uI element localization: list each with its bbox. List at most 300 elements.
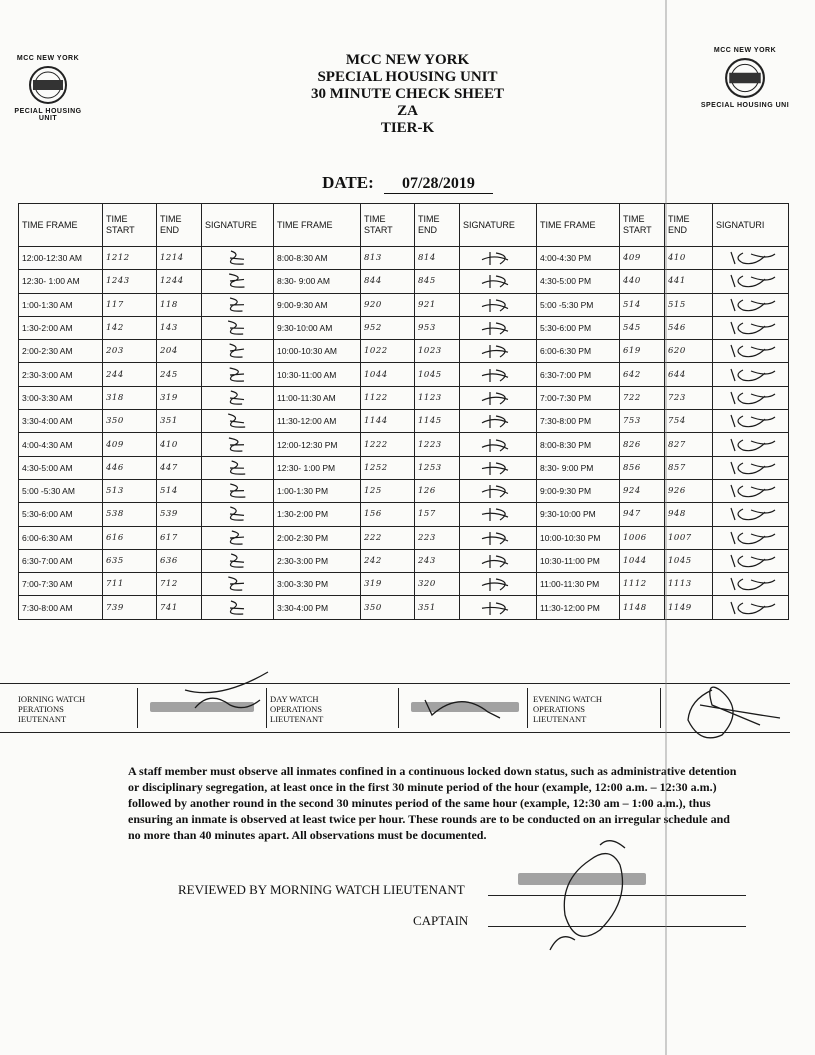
signature-cell — [202, 293, 274, 316]
time-start-cell: 952 — [361, 316, 415, 339]
handwritten-signature — [208, 365, 268, 385]
time-start-cell: 1148 — [620, 596, 665, 619]
time-start-cell: 1144 — [361, 410, 415, 433]
header-line-3: 30 MINUTE CHECK SHEET — [311, 86, 504, 102]
time-end-cell: 827 — [665, 433, 713, 456]
time-start-cell: 1044 — [361, 363, 415, 386]
handwritten-signature — [721, 528, 781, 548]
handwritten-signature — [721, 504, 781, 524]
signature-cell — [713, 293, 789, 316]
time-frame-cell: 6:30-7:00 AM — [19, 549, 103, 572]
signature-cell — [460, 386, 537, 409]
time-end-cell: 1149 — [665, 596, 713, 619]
evening-watch-label — [533, 694, 602, 724]
signature-cell — [713, 433, 789, 456]
log-row — [19, 503, 789, 526]
time-end-cell: 953 — [415, 316, 460, 339]
handwritten-signature — [208, 388, 268, 408]
signature-cell — [713, 479, 789, 502]
log-row — [19, 386, 789, 409]
time-start-cell: 947 — [620, 503, 665, 526]
column-header: TIME FRAME — [537, 204, 620, 247]
time-start-cell: 844 — [361, 270, 415, 293]
column-header: TIME START — [103, 204, 157, 247]
signature-cell — [460, 316, 537, 339]
time-end-cell: 1023 — [415, 340, 460, 363]
signature-cell — [202, 270, 274, 293]
signature-cell — [202, 573, 274, 596]
time-end-cell: 1223 — [415, 433, 460, 456]
time-start-cell: 409 — [620, 247, 665, 270]
time-frame-cell: 4:30-5:00 PM — [537, 270, 620, 293]
handwritten-signature — [208, 574, 268, 594]
redaction-bar — [518, 873, 646, 885]
time-start-cell: 1112 — [620, 573, 665, 596]
time-frame-cell: 8:30- 9:00 AM — [274, 270, 361, 293]
time-frame-cell: 1:00-1:30 PM — [274, 479, 361, 502]
check-log-table — [18, 203, 789, 620]
log-row — [19, 410, 789, 433]
time-end-cell: 1045 — [415, 363, 460, 386]
time-start-cell: 753 — [620, 410, 665, 433]
time-start-cell: 350 — [361, 596, 415, 619]
signature-cell — [713, 549, 789, 572]
time-end-cell: 410 — [157, 433, 202, 456]
handwritten-signature — [468, 248, 528, 268]
time-frame-cell: 12:30- 1:00 AM — [19, 270, 103, 293]
date-line — [0, 173, 815, 194]
log-row — [19, 293, 789, 316]
time-frame-cell: 10:00-10:30 AM — [274, 340, 361, 363]
time-frame-cell: 12:30- 1:00 PM — [274, 456, 361, 479]
log-row — [19, 479, 789, 502]
time-frame-cell: 8:00-8:30 PM — [537, 433, 620, 456]
signature-cell — [713, 247, 789, 270]
evening-watch-signature-box — [660, 688, 789, 728]
time-end-cell: 351 — [415, 596, 460, 619]
handwritten-signature — [208, 411, 268, 431]
time-start-cell: 318 — [103, 386, 157, 409]
handwritten-signature — [468, 504, 528, 524]
time-start-cell: 117 — [103, 293, 157, 316]
signature-cell — [460, 503, 537, 526]
time-end-cell: 754 — [665, 410, 713, 433]
time-start-cell: 920 — [361, 293, 415, 316]
handwritten-signature — [721, 411, 781, 431]
time-frame-cell: 5:30-6:00 AM — [19, 503, 103, 526]
time-end-cell: 712 — [157, 573, 202, 596]
time-start-cell: 711 — [103, 573, 157, 596]
time-frame-cell: 4:00-4:30 AM — [19, 433, 103, 456]
time-frame-cell: 12:00-12:30 AM — [19, 247, 103, 270]
signature-cell — [460, 456, 537, 479]
time-start-cell: 924 — [620, 479, 665, 502]
signature-cell — [460, 247, 537, 270]
time-frame-cell: 11:00-11:30 PM — [537, 573, 620, 596]
time-start-cell: 813 — [361, 247, 415, 270]
observation-notice: A staff member must observe all inmates confined in a continuous locked down status, such as administrative detention or disciplinary segregation, at least once in the first 30 minute period of the hour (example, 12:00 a.m. – 12:30 a.m.) followed by another round in the second 30 minutes period of the same hour (example, 12:30 am – 1:00 a.m.), thus ensuring an inmate is observed at least twice per hour. These rounds are to be conducted on an irregular schedule and no more than 40 minutes apart. All observations must be documented. — [128, 764, 737, 842]
column-header: TIME START — [361, 204, 415, 247]
time-end-cell: 1145 — [415, 410, 460, 433]
time-end-cell: 515 — [665, 293, 713, 316]
time-start-cell: 203 — [103, 340, 157, 363]
watch-label-line: LIEUTENANT — [270, 714, 324, 724]
time-start-cell: 1252 — [361, 456, 415, 479]
handwritten-signature — [468, 365, 528, 385]
handwritten-signature — [721, 341, 781, 361]
time-end-cell: 1244 — [157, 270, 202, 293]
logo-bottom-text: PECIAL HOUSING UNIT — [14, 108, 82, 122]
log-row — [19, 549, 789, 572]
handwritten-signature — [468, 341, 528, 361]
handwritten-signature — [721, 574, 781, 594]
time-frame-cell: 10:30-11:00 AM — [274, 363, 361, 386]
signature-cell — [460, 479, 537, 502]
handwritten-signature — [208, 528, 268, 548]
log-row — [19, 340, 789, 363]
handwritten-signature — [721, 458, 781, 478]
time-frame-cell: 11:00-11:30 AM — [274, 386, 361, 409]
time-frame-cell: 9:30-10:00 AM — [274, 316, 361, 339]
time-start-cell: 319 — [361, 573, 415, 596]
log-row — [19, 316, 789, 339]
time-end-cell: 1045 — [665, 549, 713, 572]
handwritten-signature — [721, 598, 781, 618]
time-end-cell: 1214 — [157, 247, 202, 270]
time-frame-cell: 5:30-6:00 PM — [537, 316, 620, 339]
watch-label-line: IEUTENANT — [18, 714, 67, 724]
time-frame-cell: 3:30-4:00 AM — [19, 410, 103, 433]
time-frame-cell: 1:00-1:30 AM — [19, 293, 103, 316]
watch-label-line: EVENING WATCH — [533, 694, 603, 704]
time-frame-cell: 2:00-2:30 PM — [274, 526, 361, 549]
signature-cell — [460, 410, 537, 433]
handwritten-signature — [721, 318, 781, 338]
signature-cell — [460, 433, 537, 456]
signature-cell — [202, 386, 274, 409]
time-end-cell: 723 — [665, 386, 713, 409]
day-watch-signature-box — [398, 688, 528, 728]
time-start-cell: 1122 — [361, 386, 415, 409]
handwritten-signature — [208, 504, 268, 524]
redaction-bar — [411, 702, 519, 712]
captain-signature-line — [488, 926, 746, 927]
time-start-cell: 446 — [103, 456, 157, 479]
time-end-cell: 126 — [415, 479, 460, 502]
signature-cell — [202, 456, 274, 479]
handwritten-signature — [208, 248, 268, 268]
time-frame-cell: 6:00-6:30 PM — [537, 340, 620, 363]
time-start-cell: 642 — [620, 363, 665, 386]
time-frame-cell: 10:00-10:30 PM — [537, 526, 620, 549]
handwritten-signature — [208, 318, 268, 338]
logo-bottom-text: SPECIAL HOUSING UNI — [700, 102, 790, 109]
time-frame-cell: 2:00-2:30 AM — [19, 340, 103, 363]
time-frame-cell: 5:00 -5:30 AM — [19, 479, 103, 502]
handwritten-signature — [721, 388, 781, 408]
morning-watch-signature-box — [137, 688, 267, 728]
time-end-cell: 243 — [415, 549, 460, 572]
handwritten-signature — [208, 598, 268, 618]
handwritten-signature — [468, 271, 528, 291]
handwritten-signature — [468, 574, 528, 594]
time-start-cell: 244 — [103, 363, 157, 386]
morning-watch-label — [18, 694, 85, 724]
time-start-cell: 440 — [620, 270, 665, 293]
handwritten-signature — [468, 528, 528, 548]
signature-cell — [202, 596, 274, 619]
time-start-cell: 125 — [361, 479, 415, 502]
time-start-cell: 222 — [361, 526, 415, 549]
time-end-cell: 410 — [665, 247, 713, 270]
handwritten-signature — [468, 551, 528, 571]
signature-cell — [460, 596, 537, 619]
time-frame-cell: 8:30- 9:00 PM — [537, 456, 620, 479]
signature-cell — [460, 573, 537, 596]
log-row — [19, 526, 789, 549]
time-end-cell: 204 — [157, 340, 202, 363]
signature-cell — [713, 316, 789, 339]
handwritten-signature — [721, 271, 781, 291]
column-header: TIME FRAME — [19, 204, 103, 247]
time-end-cell: 926 — [665, 479, 713, 502]
handwritten-signature — [468, 481, 528, 501]
time-frame-cell: 7:30-8:00 PM — [537, 410, 620, 433]
column-header: TIME START — [620, 204, 665, 247]
column-header: TIME END — [415, 204, 460, 247]
column-header: SIGNATURI — [713, 204, 789, 247]
time-end-cell: 1007 — [665, 526, 713, 549]
time-frame-cell: 1:30-2:00 PM — [274, 503, 361, 526]
column-header: SIGNATURE — [460, 204, 537, 247]
time-start-cell: 1243 — [103, 270, 157, 293]
time-frame-cell: 1:30-2:00 AM — [19, 316, 103, 339]
signature-cell — [202, 340, 274, 363]
signature-cell — [713, 410, 789, 433]
captain-label: CAPTAIN — [413, 913, 469, 928]
signature-cell — [460, 526, 537, 549]
handwritten-signature — [468, 435, 528, 455]
signature-cell — [713, 503, 789, 526]
time-end-cell: 514 — [157, 479, 202, 502]
time-start-cell: 514 — [620, 293, 665, 316]
handwritten-signature — [468, 318, 528, 338]
log-row — [19, 596, 789, 619]
handwritten-signature — [721, 295, 781, 315]
redaction-bar — [150, 702, 254, 712]
time-frame-cell: 4:00-4:30 PM — [537, 247, 620, 270]
time-frame-cell: 2:30-3:00 AM — [19, 363, 103, 386]
log-row — [19, 363, 789, 386]
log-rows — [19, 247, 789, 620]
time-end-cell: 351 — [157, 410, 202, 433]
reviewed-signature-line — [488, 895, 746, 896]
signature-cell — [460, 340, 537, 363]
time-end-cell: 441 — [665, 270, 713, 293]
signature-cell — [202, 503, 274, 526]
watch-label-line: LIEUTENANT — [533, 714, 587, 724]
time-frame-cell: 3:00-3:30 PM — [274, 573, 361, 596]
time-end-cell: 143 — [157, 316, 202, 339]
time-start-cell: 1022 — [361, 340, 415, 363]
log-row — [19, 270, 789, 293]
time-frame-cell: 6:30-7:00 PM — [537, 363, 620, 386]
handwritten-signature — [208, 458, 268, 478]
signature-cell — [713, 386, 789, 409]
signature-cell — [460, 549, 537, 572]
time-frame-cell: 8:00-8:30 AM — [274, 247, 361, 270]
time-start-cell: 1044 — [620, 549, 665, 572]
watch-lieutenant-row — [0, 683, 790, 733]
signature-cell — [202, 433, 274, 456]
header-line-2: SPECIAL HOUSING UNIT — [317, 69, 498, 85]
handwritten-signature — [721, 365, 781, 385]
time-start-cell: 616 — [103, 526, 157, 549]
log-row — [19, 573, 789, 596]
time-frame-cell: 7:30-8:00 AM — [19, 596, 103, 619]
time-end-cell: 539 — [157, 503, 202, 526]
reviewed-label: REVIEWED BY MORNING WATCH LIEUTENANT — [178, 882, 465, 897]
watch-label-line: PERATIONS — [18, 704, 64, 714]
time-frame-cell: 2:30-3:00 PM — [274, 549, 361, 572]
handwritten-signature — [208, 271, 268, 291]
column-header: SIGNATURE — [202, 204, 274, 247]
time-start-cell: 242 — [361, 549, 415, 572]
signature-cell — [713, 526, 789, 549]
signature-cell — [202, 479, 274, 502]
time-start-cell: 619 — [620, 340, 665, 363]
time-frame-cell: 4:30-5:00 AM — [19, 456, 103, 479]
time-frame-cell: 11:30-12:00 AM — [274, 410, 361, 433]
time-end-cell: 617 — [157, 526, 202, 549]
handwritten-signature — [721, 551, 781, 571]
time-frame-cell: 3:30-4:00 PM — [274, 596, 361, 619]
signature-cell — [713, 340, 789, 363]
signature-cell — [460, 293, 537, 316]
time-frame-cell: 7:00-7:30 AM — [19, 573, 103, 596]
logo-top-text: MCC NEW YORK — [713, 47, 777, 54]
watch-label-line: IORNING WATCH — [18, 694, 86, 704]
time-end-cell: 546 — [665, 316, 713, 339]
time-start-cell: 1212 — [103, 247, 157, 270]
time-end-cell: 814 — [415, 247, 460, 270]
time-frame-cell: 5:00 -5:30 PM — [537, 293, 620, 316]
handwritten-signature — [721, 248, 781, 268]
column-header: TIME END — [157, 204, 202, 247]
time-start-cell: 409 — [103, 433, 157, 456]
signature-cell — [202, 247, 274, 270]
handwritten-signature — [721, 435, 781, 455]
time-end-cell: 118 — [157, 293, 202, 316]
watch-label-line: DAY WATCH — [270, 694, 319, 704]
time-end-cell: 319 — [157, 386, 202, 409]
time-end-cell: 1123 — [415, 386, 460, 409]
time-start-cell: 538 — [103, 503, 157, 526]
time-end-cell: 857 — [665, 456, 713, 479]
log-row — [19, 433, 789, 456]
signature-cell — [460, 270, 537, 293]
time-end-cell: 921 — [415, 293, 460, 316]
time-start-cell: 722 — [620, 386, 665, 409]
time-frame-cell: 3:00-3:30 AM — [19, 386, 103, 409]
watch-label-line: OPERATIONS — [533, 704, 585, 714]
time-end-cell: 741 — [157, 596, 202, 619]
time-frame-cell: 9:00-9:30 PM — [537, 479, 620, 502]
time-frame-cell: 10:30-11:00 PM — [537, 549, 620, 572]
day-watch-label — [270, 694, 323, 724]
signature-cell — [713, 363, 789, 386]
time-end-cell: 245 — [157, 363, 202, 386]
watch-label-line: OPERATIONS — [270, 704, 322, 714]
time-end-cell: 1113 — [665, 573, 713, 596]
signature-cell — [202, 526, 274, 549]
time-start-cell: 156 — [361, 503, 415, 526]
header-line-1: MCC NEW YORK — [345, 52, 470, 68]
handwritten-signature — [208, 551, 268, 571]
signature-cell — [202, 549, 274, 572]
handwritten-signature — [468, 598, 528, 618]
time-frame-cell: 11:30-12:00 PM — [537, 596, 620, 619]
time-end-cell: 320 — [415, 573, 460, 596]
handwritten-signature — [468, 411, 528, 431]
handwritten-signature — [208, 435, 268, 455]
log-row — [19, 456, 789, 479]
time-start-cell: 1006 — [620, 526, 665, 549]
signature-cell — [713, 456, 789, 479]
time-start-cell: 856 — [620, 456, 665, 479]
header-line-4: ZA — [397, 103, 418, 119]
signature-cell — [713, 270, 789, 293]
log-row — [19, 247, 789, 270]
header-row — [19, 204, 789, 247]
time-start-cell: 635 — [103, 549, 157, 572]
signature-cell — [202, 410, 274, 433]
handwritten-signature — [208, 295, 268, 315]
handwritten-signature — [468, 295, 528, 315]
logo-top-text: MCC NEW YORK — [16, 55, 80, 62]
time-start-cell: 513 — [103, 479, 157, 502]
date-value: 07/28/2019 — [384, 175, 493, 194]
signature-cell — [460, 363, 537, 386]
time-start-cell: 739 — [103, 596, 157, 619]
signature-cell — [202, 316, 274, 339]
sheet-header — [0, 52, 815, 137]
header-line-5: TIER-K — [380, 120, 435, 136]
column-header: TIME FRAME — [274, 204, 361, 247]
handwritten-signature — [208, 481, 268, 501]
time-end-cell: 223 — [415, 526, 460, 549]
time-start-cell: 350 — [103, 410, 157, 433]
date-label: DATE: — [322, 173, 374, 192]
time-frame-cell: 9:30-10:00 PM — [537, 503, 620, 526]
time-end-cell: 636 — [157, 549, 202, 572]
time-frame-cell: 6:00-6:30 AM — [19, 526, 103, 549]
time-end-cell: 948 — [665, 503, 713, 526]
time-end-cell: 845 — [415, 270, 460, 293]
time-end-cell: 644 — [665, 363, 713, 386]
column-header: TIME END — [665, 204, 713, 247]
time-start-cell: 1222 — [361, 433, 415, 456]
time-start-cell: 545 — [620, 316, 665, 339]
time-end-cell: 1253 — [415, 456, 460, 479]
signature-cell — [713, 573, 789, 596]
time-frame-cell: 12:00-12:30 PM — [274, 433, 361, 456]
signature-cell — [713, 596, 789, 619]
time-end-cell: 157 — [415, 503, 460, 526]
handwritten-signature — [468, 458, 528, 478]
time-frame-cell: 9:00-9:30 AM — [274, 293, 361, 316]
signature-cell — [202, 363, 274, 386]
